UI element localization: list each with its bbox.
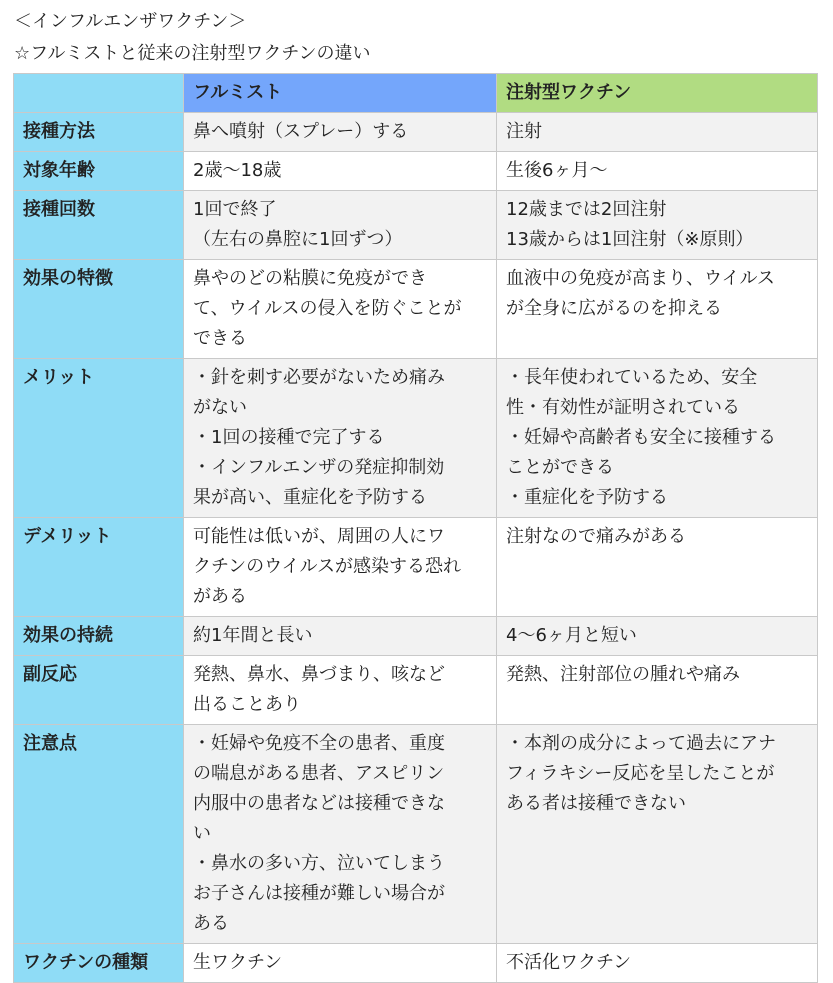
- table-body: [14, 113, 818, 983]
- cell-line: 1回で終了: [193, 199, 277, 220]
- cell-line: お子さんは接種が難しい場合が: [193, 883, 445, 904]
- cell-line: 不活化ワクチン: [506, 952, 632, 973]
- cell-line: 鼻へ噴射（スプレー）する: [193, 121, 409, 142]
- cell-line: ・妊婦や高齢者も安全に接種する: [506, 427, 776, 448]
- table-row: [14, 656, 818, 725]
- cell-flumist: [184, 518, 497, 617]
- cell-injection: [497, 656, 818, 725]
- cell-line: できる: [193, 328, 247, 349]
- cell-line: ・重症化を予防する: [506, 487, 668, 508]
- cell-line: 注射なので痛みがある: [506, 526, 686, 547]
- cell-line: 出ることあり: [193, 694, 301, 715]
- cell-flumist: [184, 617, 497, 656]
- cell-injection: [497, 260, 818, 359]
- cell-line: がある: [193, 586, 247, 607]
- cell-injection: [497, 113, 818, 152]
- cell-flumist: [184, 191, 497, 260]
- cell-line: 4〜6ヶ月と短い: [506, 625, 637, 646]
- cell-line: い: [193, 823, 211, 844]
- cell-injection: [497, 617, 818, 656]
- cell-injection: [497, 944, 818, 983]
- cell-injection: [497, 518, 818, 617]
- cell-injection: [497, 725, 818, 944]
- cell-injection: [497, 152, 818, 191]
- cell-line: ・インフルエンザの発症抑制効: [193, 457, 445, 478]
- cell-line: 発熱、鼻水、鼻づまり、咳など: [193, 664, 445, 685]
- table-row: [14, 518, 818, 617]
- cell-line: ある: [193, 913, 229, 934]
- cell-injection: [497, 359, 818, 518]
- page-title: ＜インフルエンザワクチン＞: [14, 11, 247, 32]
- row-label: 効果の持続: [14, 617, 184, 656]
- table-header-row: [14, 74, 818, 113]
- cell-flumist: [184, 359, 497, 518]
- cell-line: 12歳までは2回注射: [506, 199, 667, 220]
- table-header-flumist: フルミスト: [184, 74, 497, 113]
- cell-line: 内服中の患者などは接種できな: [193, 793, 445, 814]
- table-row: [14, 617, 818, 656]
- cell-line: フィラキシー反応を呈したことが: [506, 763, 775, 784]
- table-header-corner: [14, 74, 184, 113]
- cell-flumist: [184, 113, 497, 152]
- row-label: メリット: [14, 359, 184, 518]
- cell-flumist: [184, 656, 497, 725]
- cell-flumist: [184, 944, 497, 983]
- row-label: 対象年齢: [14, 152, 184, 191]
- cell-line: 果が高い、重症化を予防する: [193, 487, 427, 508]
- table-row: [14, 191, 818, 260]
- cell-line: 発熱、注射部位の腫れや痛み: [506, 664, 740, 685]
- row-label: デメリット: [14, 518, 184, 617]
- cell-line: 可能性は低いが、周囲の人にワ: [193, 526, 445, 547]
- table-row: [14, 152, 818, 191]
- comparison-table: [13, 73, 818, 983]
- cell-line: ある者は接種できない: [506, 793, 686, 814]
- row-label: 効果の特徴: [14, 260, 184, 359]
- cell-line: ・本剤の成分によって過去にアナ: [506, 733, 776, 754]
- cell-line: 鼻やのどの粘膜に免疫ができ: [193, 268, 427, 289]
- table-row: [14, 359, 818, 518]
- table-row: [14, 944, 818, 983]
- cell-line: ・針を刺す必要がないため痛み: [193, 367, 445, 388]
- cell-line: ・鼻水の多い方、泣いてしまう: [193, 853, 445, 874]
- cell-line: 生ワクチン: [193, 952, 283, 973]
- row-label: 注意点: [14, 725, 184, 944]
- cell-injection: [497, 191, 818, 260]
- row-label: 副反応: [14, 656, 184, 725]
- cell-line: がない: [193, 397, 247, 418]
- cell-flumist: [184, 152, 497, 191]
- cell-flumist: [184, 725, 497, 944]
- table-row: [14, 260, 818, 359]
- cell-line: 生後6ヶ月〜: [506, 160, 608, 181]
- cell-flumist: [184, 260, 497, 359]
- cell-line: が全身に広がるのを抑える: [506, 298, 722, 319]
- cell-line: 血液中の免疫が高まり、ウイルス: [506, 268, 775, 289]
- cell-line: の喘息がある患者、アスピリン: [193, 763, 445, 784]
- table-header-injection: 注射型ワクチン: [497, 74, 818, 113]
- cell-line: クチンのウイルスが感染する恐れ: [193, 556, 462, 577]
- page-subtitle: ☆フルミストと従来の注射型ワクチンの違い: [14, 43, 371, 64]
- cell-line: て、ウイルスの侵入を防ぐことが: [193, 298, 462, 319]
- row-label: ワクチンの種類: [14, 944, 184, 983]
- cell-line: 2歳〜18歳: [193, 160, 282, 181]
- cell-line: 注射: [506, 121, 542, 142]
- table-row: [14, 113, 818, 152]
- cell-line: 約1年間と長い: [193, 625, 313, 646]
- cell-line: ・1回の接種で完了する: [193, 427, 385, 448]
- cell-line: ことができる: [506, 457, 614, 478]
- row-label: 接種回数: [14, 191, 184, 260]
- cell-line: ・妊婦や免疫不全の患者、重度: [193, 733, 445, 754]
- cell-line: 性・有効性が証明されている: [506, 397, 740, 418]
- table-row: [14, 725, 818, 944]
- cell-line: （左右の鼻腔に1回ずつ）: [193, 229, 403, 250]
- cell-line: 13歳からは1回注射（※原則）: [506, 229, 754, 250]
- cell-line: ・長年使われているため、安全: [506, 367, 758, 388]
- row-label: 接種方法: [14, 113, 184, 152]
